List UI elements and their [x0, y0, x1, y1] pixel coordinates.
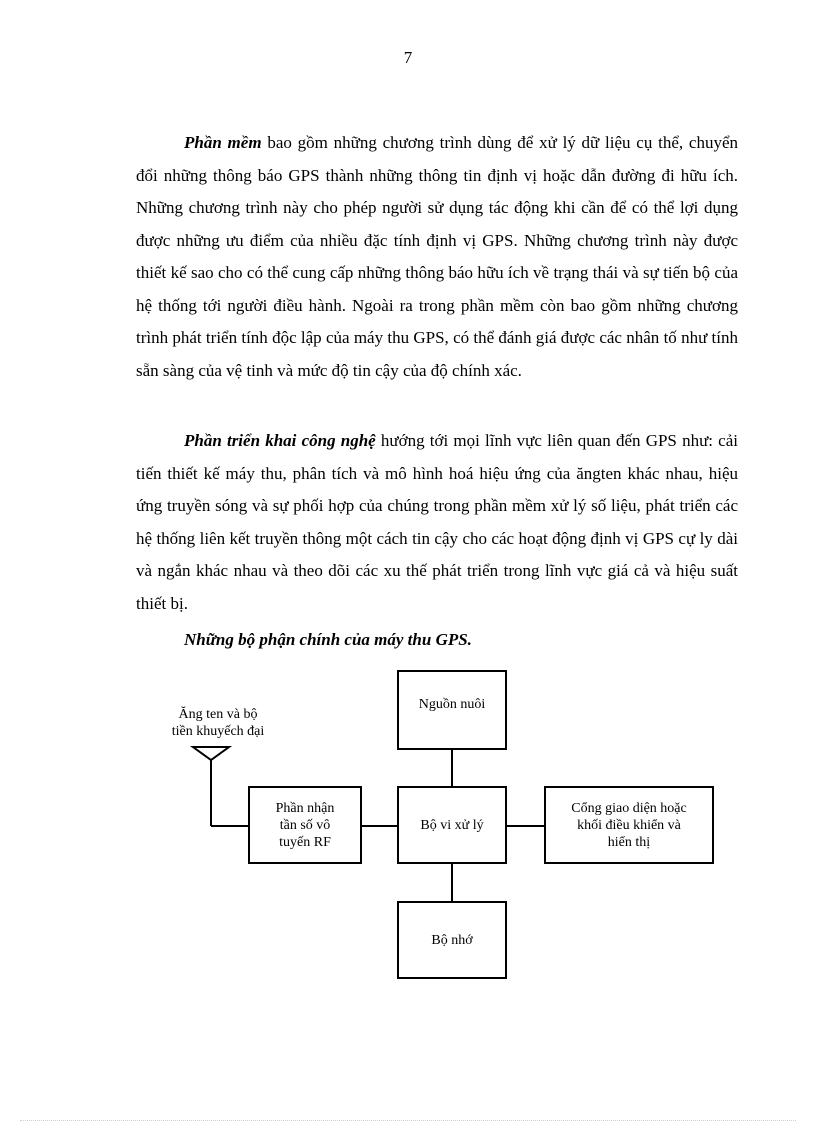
block-label-line: Phần nhận [275, 800, 335, 816]
block-label: Nguồn nuôi [418, 697, 486, 712]
antenna-label-line: Ăng ten và bộ [178, 707, 258, 722]
section-heading: Những bộ phận chính của máy thu GPS. [184, 630, 472, 649]
block-label-line: tuyến RF [279, 834, 331, 850]
memory-block [397, 901, 507, 979]
rf-receiver-block [248, 786, 362, 864]
block-label: Bộ vi xử lý [420, 817, 484, 833]
block-label-line: tần số vô [279, 817, 331, 833]
antenna-label-line: tiền khuyếch đại [171, 724, 265, 739]
interface-control-block [544, 786, 714, 864]
page-number: 7 [403, 48, 413, 67]
block-label: Bộ nhớ [431, 932, 473, 948]
power-supply-block [397, 670, 507, 750]
microprocessor-block [397, 786, 507, 864]
block-label-line: khối điều khiển và [577, 817, 681, 833]
paragraph-text: hướng tới mọi lĩnh vực liên quan đến GPS như: cải tiến thiết kế máy thu, phân tích và mô hình hoá hiệu ứng của ăngten khác nhau, hiệu ứng truyền sóng và sự phối hợp của chúng trong phần mềm xử lý số liệu, phát triển các hệ thống liên kết truyền thông một cách tin cậy cho các hoạt động định vị GPS cự ly dài và ngắn khác nhau và theo dõi các xu thế phát triển trong lĩnh vực giá cả và hiệu suất thiết bị. [136, 431, 739, 613]
antenna-label [158, 706, 278, 740]
antenna-icon [193, 747, 229, 760]
paragraph-lead: Phần triển khai công nghệ [184, 431, 376, 450]
block-label-line: hiển thị [607, 834, 651, 850]
paragraph-lead: Phần mềm [184, 133, 262, 152]
block-label-line: Cổng giao diện hoặc [571, 800, 687, 816]
paragraph-text: bao gồm những chương trình dùng để xử lý dữ liệu cụ thể, chuyển đổi những thông báo GPS thành những thông tin định vị hoặc dẫn đường đi hữu ích. Những chương trình này cho phép người sử dụng tác động khi cần để có thể lợi dụng được những ưu điểm của nhiều đặc tính định vị GPS. Những chương trình này được thiết kế sao cho có thể cung cấp những thông báo hữu ích về trạng thái và sự tiến bộ của hệ thống tới người điều hành. Ngoài ra trong phần mềm còn bao gồm những chương trình phát triển tính độc lập của máy thu GPS, có thể đánh giá được các nhân tố như tính sẵn sàng của vệ tinh và mức độ tin cậy của độ chính xác. [136, 133, 738, 380]
footer-divider [20, 1120, 796, 1121]
